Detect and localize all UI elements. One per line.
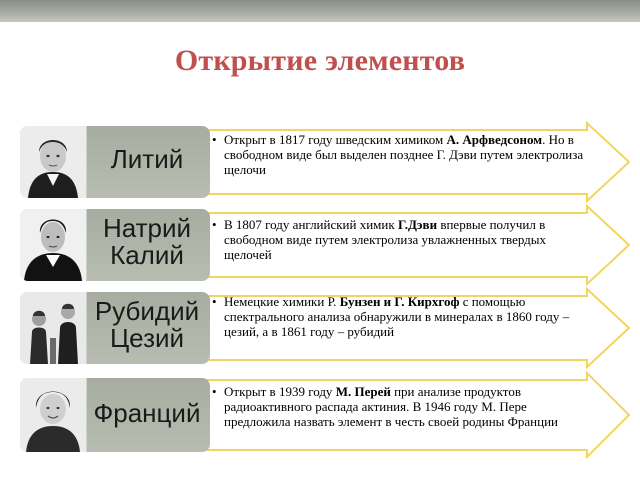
element-description <box>212 217 590 262</box>
description-text: Немецкие химики Р. <box>224 294 340 309</box>
description-text: Открыт в 1817 году шведским химиком <box>224 132 447 147</box>
discoverer-name: М. Перей <box>335 384 391 399</box>
element-name: Литий <box>110 144 184 174</box>
discoverer-name: Г.Дэви <box>397 217 438 232</box>
portrait-davy-icon <box>20 209 87 281</box>
description-text: с помощью спектрального анализа обнаружили в минералах в 1860 году – цезий, а в 1861 году – рубидий <box>224 294 570 339</box>
element-name: Натрий Калий <box>102 213 192 270</box>
element-name: Франций <box>93 398 201 428</box>
bullet: • <box>212 132 217 147</box>
bullet: • <box>212 294 217 309</box>
element-row-francium <box>0 372 640 458</box>
element-row-rubidium-cesium <box>0 288 640 368</box>
bullet: • <box>212 217 217 232</box>
element-description <box>212 384 590 429</box>
discoverer-name: А. Арфведсоном <box>446 132 543 147</box>
element-row-lithium <box>0 122 640 202</box>
top-bar <box>0 0 640 22</box>
element-description <box>212 294 590 339</box>
element-name: Рубидий Цезий <box>94 296 200 353</box>
discoverer-name: Бунзен и Г. Кирхгоф <box>339 294 460 309</box>
description-text: впервые получил в свободном виде путем электролиза увлажненных твердых щелочей <box>224 217 547 262</box>
description-text: В 1807 году английский химик <box>224 217 398 232</box>
portrait-bunsen-kirchhoff-icon <box>20 292 87 364</box>
description-text: . Но в свободном виде был выделен позднее Г. Дэви путем электролиза щелочи <box>224 132 584 177</box>
element-description <box>212 132 590 177</box>
bullet: • <box>212 384 217 399</box>
portrait-arfvedson-icon <box>20 126 87 198</box>
description-text: при анализе продуктов радиоактивного распада актиния. В 1946 году М. Пере предложила назвать элемент в честь своей родины Франции <box>224 384 559 429</box>
page-title: Открытие элементов <box>174 44 466 77</box>
element-row-sodium-potassium <box>0 205 640 285</box>
description-text: Открыт в 1939 году <box>224 384 336 399</box>
portrait-perey-icon <box>20 378 87 452</box>
